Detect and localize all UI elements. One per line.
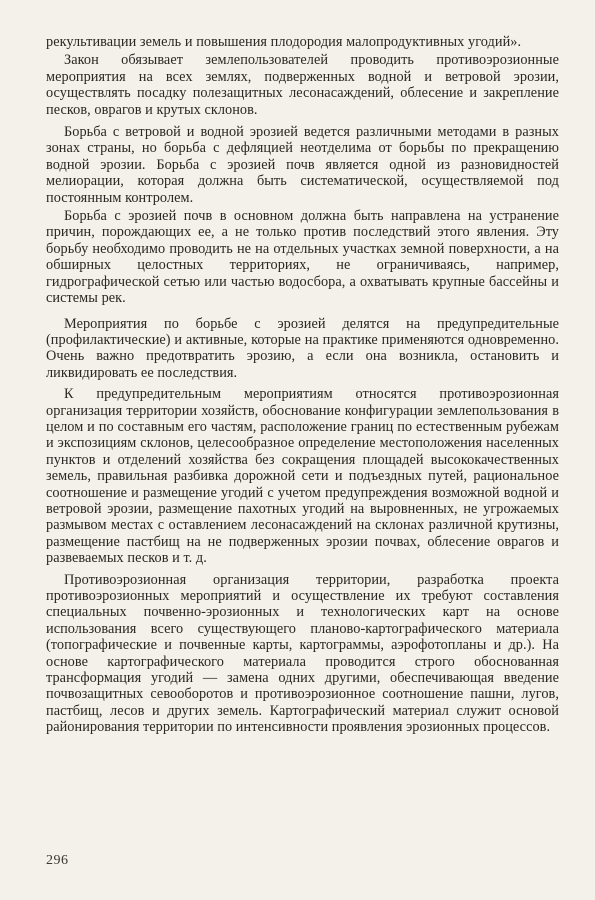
paragraph-2: Закон обязывает землепользователей проводить противоэрозионные мероприятия на всех землях, подверженных водной и ветровой эрозии, осуществлять посадку полезащитных лесонасаждений, облесение и закрепление песков, оврагов и крутых склонов. xyxy=(46,52,559,118)
paragraph-6: К предупредительным мероприятиям относятся противоэрозионная организация территории хозяйств, обоснование конфигурации землепользования в целом и по составным его частям, расположение границ по естественным рубежам и экспозициям склонов, целесообразное определение местоположения населенных пунктов и отделений хозяйства без сокращения площадей высококачественных земель, правильная разбивка дорожной сети и подъездных путей, рациональное соотношение и размещение угодий с учетом предупреждения возможной водной и ветровой эрозии, размещение пахотных угодий на выровненных, не угрожаемых размывом местах с оставлением лесонасаждений на склонах различной крутизны, размещение пастбищ на не подверженных эрозии почвах, облесение оврагов и развеваемых песков и т. д. xyxy=(46,386,559,567)
paragraph-4: Борьба с эрозией почв в основном должна быть направлена на устранение причин, порождающих ее, а не только против последствий этого явления. Эту борьбу необходимо проводить не на отдельных участках земной поверхности, а на обширных целостных территориях, не ограничиваясь, например, гидрографической сетью или частью водосбора, а охватывать крупные бассейны и системы рек. xyxy=(46,208,559,307)
paragraph-3: Борьба с ветровой и водной эрозией ведется различными методами в разных зонах страны, но борьба с дефляцией неотделима от борьбы по прекращению водной эрозии. Борьба с эрозией почв является одной из разновидностей мелиорации, которая должна быть систематической, осуществляемой под постоянным контролем. xyxy=(46,124,559,206)
paragraph-1: рекультивации земель и повышения плодородия малопродуктивных угодий». xyxy=(46,34,522,50)
page-body xyxy=(46,34,559,736)
paragraph-5: Мероприятия по борьбе с эрозией делятся на предупредительные (профилактические) и активные, которые на практике применяются одновременно. Очень важно предотвратить эрозию, а если она возникла, остановить и ликвидировать ее последствия. xyxy=(46,315,559,381)
page-number: 296 xyxy=(46,853,69,868)
paragraph-7: Противоэрозионная организация территории, разработка проекта противоэрозионных мероприятий и осуществление их требуют составления специальных почвенно-эрозионных и технологических карт на основе использования всего существующего планово-картографического материала (топографические и почвенные карты, картограммы, аэрофотопланы и др.). На основе картографического материала проводится строго обоснованная трансформация угодий — замена одних другими, обеспечивающая введение почвозащитных севооборотов и противоэрозионное соотношение пашни, лугов, пастбищ, лесов и других земель. Картографический материал служит основой районирования территории по интенсивности проявления эрозионных процессов. xyxy=(46,571,559,736)
